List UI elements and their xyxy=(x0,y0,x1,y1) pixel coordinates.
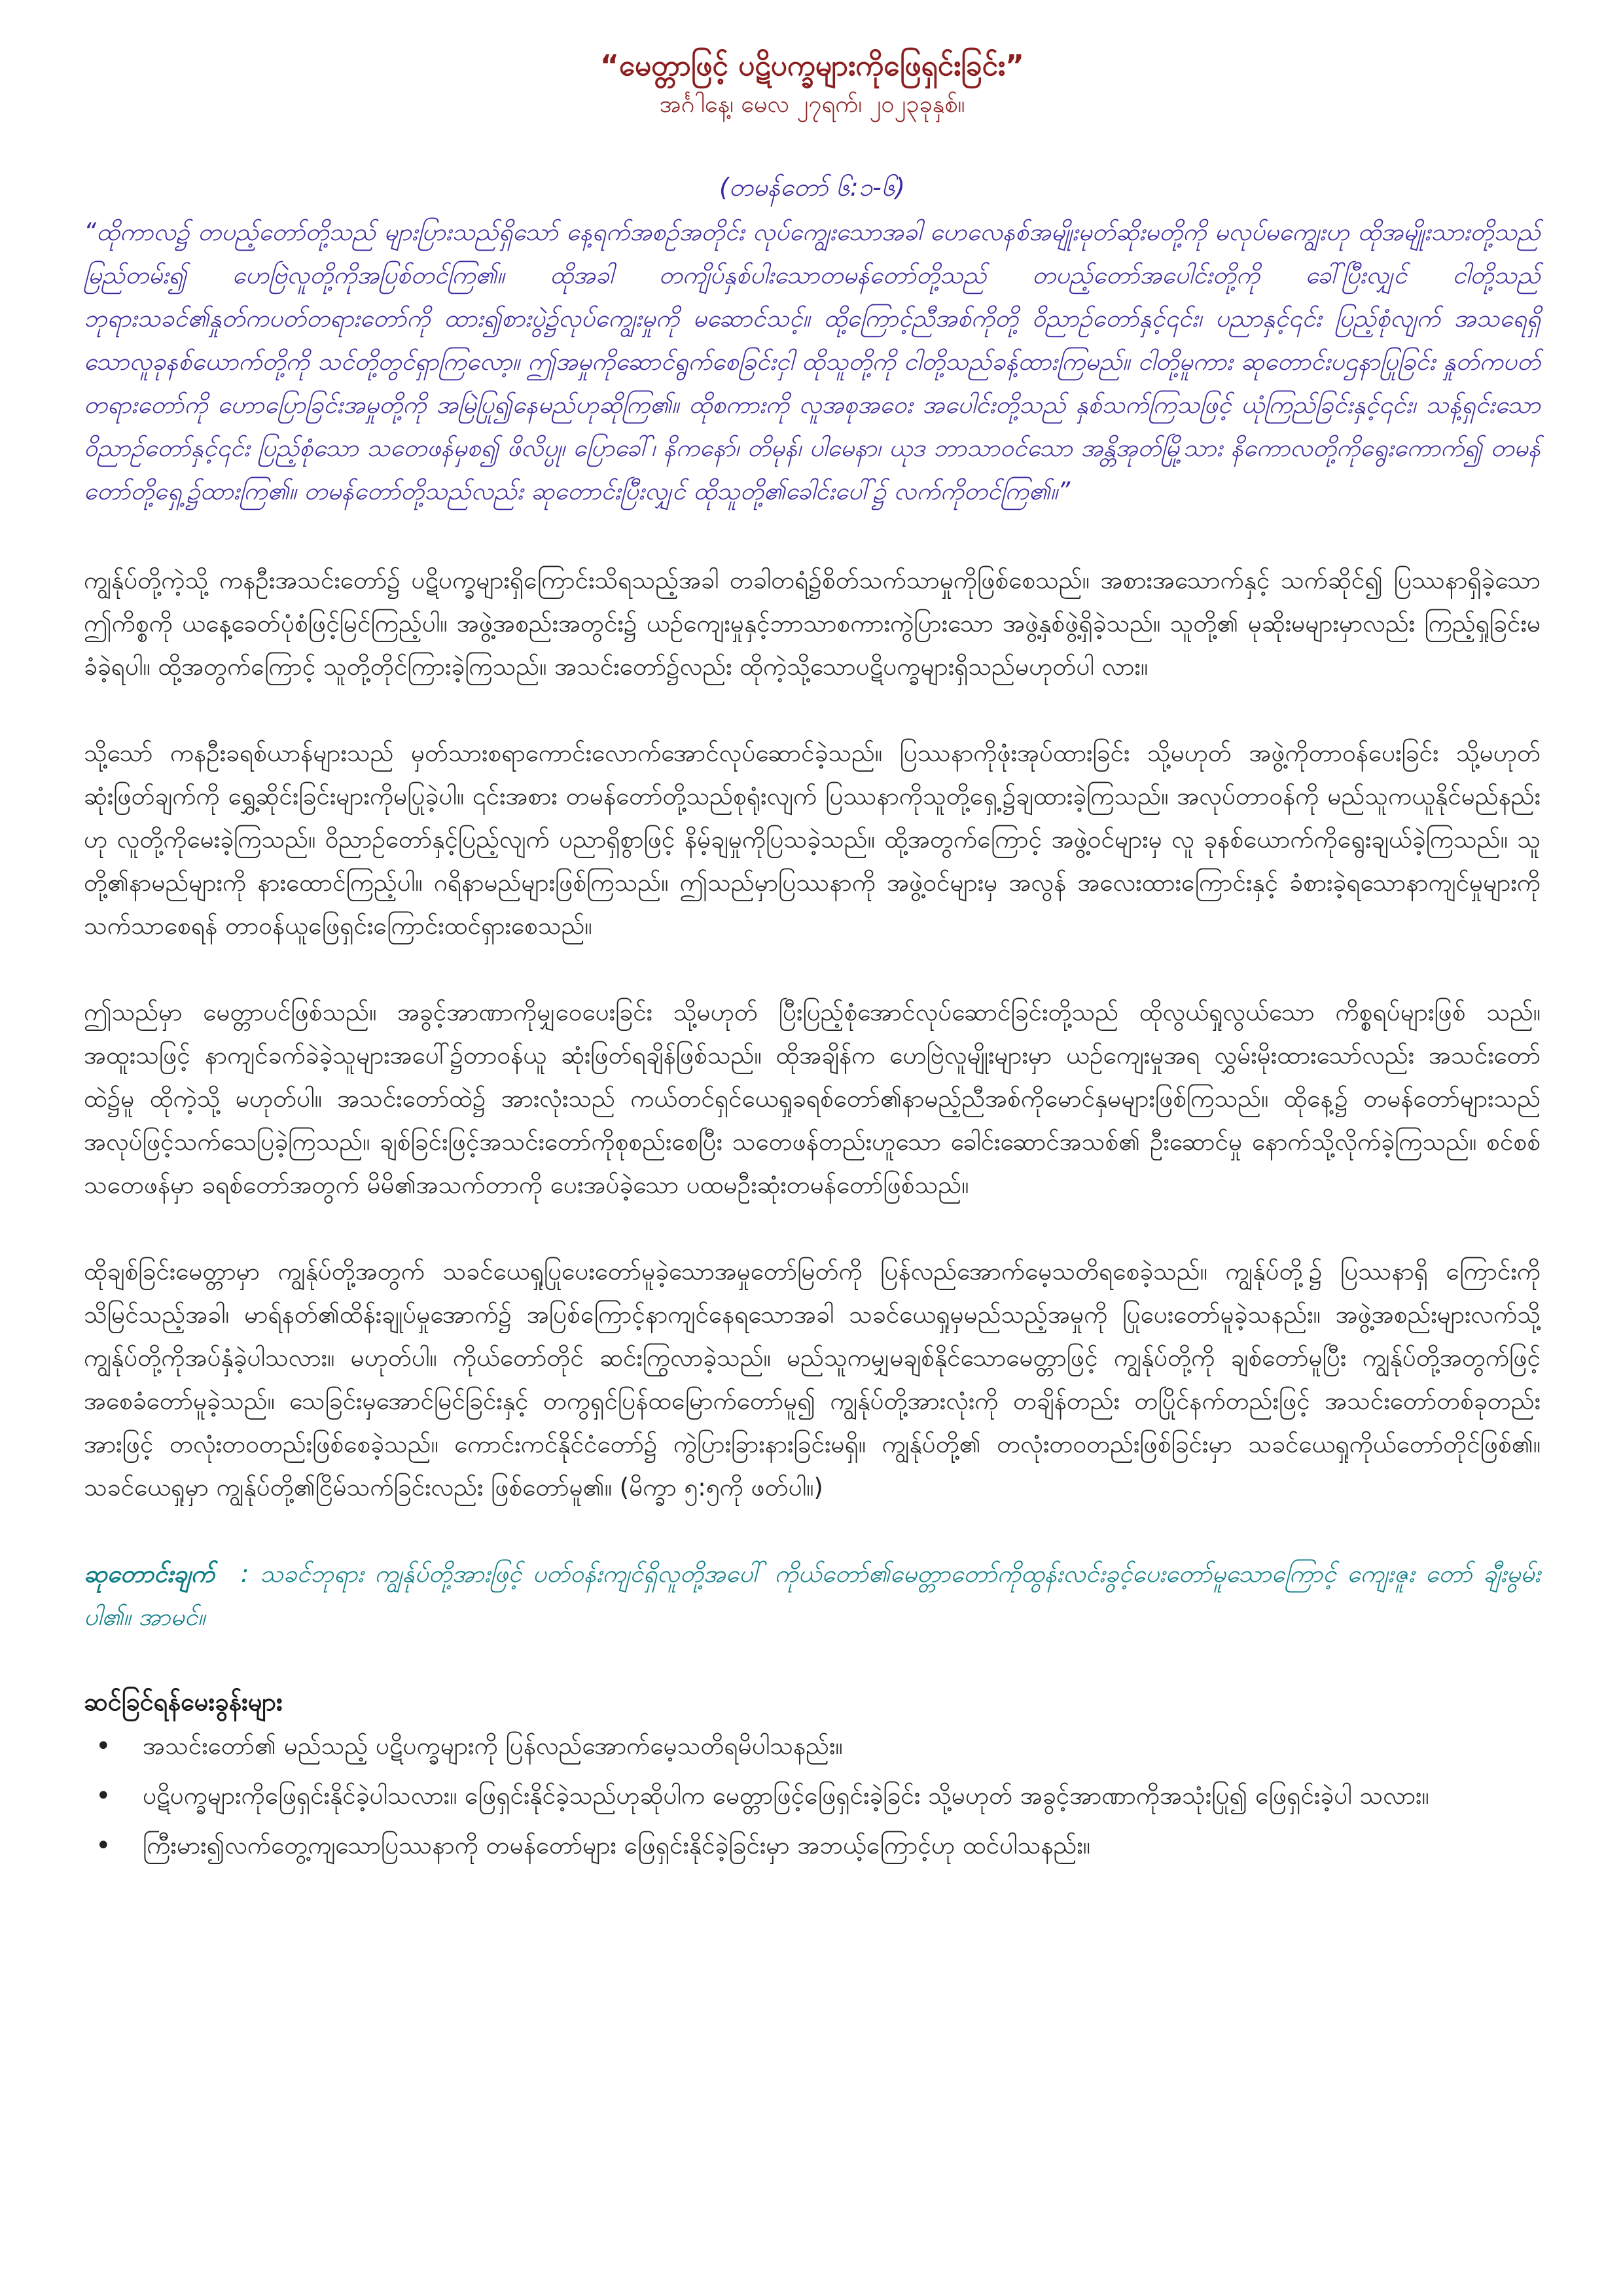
questions-title: ဆင်ခြင်ရန်မေးခွန်းများ xyxy=(84,1687,283,1716)
list-item xyxy=(84,1725,1541,1767)
list-item xyxy=(84,1825,1541,1867)
question-text: ကြီးမား၍လက်တွေ့ကျသောပြဿနာကို တမန်တော်များ ဖြေရှင်းနိုင်ခဲ့ခြင်းမှာ အဘယ့်ကြောင့်ဟု ထင်ပါသနည်း။ xyxy=(143,1831,1090,1859)
page-title: “မေတ္တာဖြင့် ပဋိပက္ခများကိုဖြေရှင်းခြင်း” xyxy=(600,49,1024,82)
devotional-page xyxy=(84,46,1541,1874)
body-paragraph-3: ဤသည်မှာ မေတ္တာပင်ဖြစ်သည်။ အခွင့်အာဏာကိုမျှဝေပေးခြင်း သို့မဟုတ် ပြီးပြည့်စုံအောင်လုပ်ဆောင်ခြင်းတို့သည် ထိုလွယ်ရှုလွယ်သော ကိစ္စရပ်များဖြစ် သည်။ အထူးသဖြင့် နာကျင်ခက်ခဲခဲ့သူများအပေါ်၌တာဝန်ယူ ဆုံးဖြတ်ရချိန်ဖြစ်သည်။ ထိုအချိန်က ဟေဗြဲလူမျိုးများမှာ ယဉ်ကျေးမှုအရ လွှမ်းမိုးထားသော်လည်း အသင်းတော်ထဲ၌မူ ထိုကဲ့သို့ မဟုတ်ပါ။ အသင်းတော်ထဲ၌ အားလုံးသည် ကယ်တင်ရှင်ယေရှုခရစ်တော်၏နာမည့်ညီအစ်ကိုမောင်နှမများဖြစ်ကြသည်။ ထိုနေ့၌ တမန်တော်များသည် အလုပ်ဖြင့်သက်သေပြခဲ့ကြသည်။ ချစ်ခြင်းဖြင့်အသင်းတော်ကိုစုစည်းစေပြီး သတေဖန်တည်းဟူသော ခေါင်းဆောင်အသစ်၏ ဦးဆောင်မှု နောက်သို့လိုက်ခဲ့ကြသည်။ စင်စစ်သတေဖန်မှာ ခရစ်တော်အတွက် မိမိ၏အသက်တာကို ပေးအပ်ခဲ့သော ပထမဦးဆုံးတမန်တော်ဖြစ်သည်။ xyxy=(84,998,1541,1199)
prayer-text: : သခင်ဘုရား ကျွန်ုပ်တို့အားဖြင့် ပတ်ဝန်းကျင်ရှိလူတို့အပေါ် ကိုယ်တော်၏မေတ္တာတော်ကိုထွန်းလင်းခွင့်ပေးတော်မူသောကြောင့် ကျေးဇူး တော် ချီးမွမ်းပါ၏။ အာမင်။ xyxy=(84,1560,1541,1631)
question-text: ပဋိပက္ခများကိုဖြေရှင်းနိုင်ခဲ့ပါသလား။ ဖြေရှင်းနိုင်ခဲ့သည်ဟုဆိုပါက မေတ္တာဖြင့်ဖြေရှင်းခဲ့ခြင်း သို့မဟုတ် အခွင့်အာဏာကိုအသုံးပြု၍ ဖြေရှင်းခဲ့ပါ သလား။ xyxy=(143,1782,1429,1810)
scripture-reference: (တမန်တော် ၆:၁-၆) xyxy=(719,173,905,202)
prayer xyxy=(84,1552,1541,1639)
bullet-icon: • xyxy=(96,1831,111,1861)
bullet-icon: • xyxy=(96,1781,111,1811)
question-text: အသင်းတော်၏ မည်သည့် ပဋိပက္ခများကို ပြန်လည်အောက်မေ့သတိရမိပါသနည်း။ xyxy=(143,1732,843,1760)
bullet-icon: • xyxy=(96,1731,111,1761)
list-item xyxy=(84,1775,1541,1817)
prayer-label: ဆုတောင်းချက် xyxy=(84,1560,215,1588)
page-date: အင်္ဂါနေ့၊ မေလ ၂၇ရက်၊ ၂၀၂၃ခုနှစ်။ xyxy=(659,91,965,118)
body-paragraph-4: ထိုချစ်ခြင်းမေတ္တာမှာ ကျွန်ုပ်တို့အတွက် သခင်ယေရှုပြုပေးတော်မူခဲ့သောအမှုတော်မြတ်ကို ပြန်လည်အောက်မေ့သတိရစေခဲ့သည်။ ကျွန်ုပ်တို့၌ ပြဿနာရှိ ကြောင်းကို သိမြင်သည့်အခါ၊ မာရ်နတ်၏ထိန်းချုပ်မှုအောက်၌ အပြစ်ကြောင့်နာကျင်နေရသောအခါ သခင်ယေရှုမှမည်သည့်အမှုကို ပြုပေးတော်မူခဲ့သနည်း။ အဖွဲ့အစည်းများလက်သို့ ကျွန်ုပ်တို့ကိုအပ်နှံခဲ့ပါသလား။ မဟုတ်ပါ။ ကိုယ်တော်တိုင် ဆင်းကြွလာခဲ့သည်။ မည်သူကမျှမချစ်နိုင်သောမေတ္တာဖြင့် ကျွန်ုပ်တို့ကို ချစ်တော်မူပြီး ကျွန်ုပ်တို့အတွက်ဖြင့် အစေခံတော်မူခဲ့သည်။ သေခြင်းမှအောင်မြင်ခြင်းနှင့် တကွရှင်ပြန်ထမြောက်တော်မူ၍ ကျွန်ုပ်တို့အားလုံးကို တချိန်တည်း တပြိုင်နက်တည်းဖြင့် အသင်းတော်တစ်ခုတည်းအားဖြင့် တလုံးတဝတည်းဖြစ်စေခဲ့သည်။ ကောင်းကင်နိုင်ငံတော်၌ ကွဲပြားခြားနားခြင်းမရှိ။ ကျွန်ုပ်တို့၏ တလုံးတဝတည်းဖြစ်ခြင်းမှာ သခင်ယေရှုကိုယ်တော်တိုင်ဖြစ်၏။ သခင်ယေရှုမှာ ကျွန်ုပ်တို့၏ငြိမ်သက်ခြင်းလည်း ဖြစ်တော်မူ၏။ (မိက္ခာ ၅:၅ကို ဖတ်ပါ။) xyxy=(84,1257,1541,1501)
questions-list xyxy=(84,1725,1541,1867)
body-paragraph-2: သို့သော် ကနဦးခရစ်ယာန်များသည် မှတ်သားစရာကောင်းလောက်အောင်လုပ်ဆောင်ခဲ့သည်။ ပြဿနာကိုဖုံးအုပ်ထားခြင်း သို့မဟုတ် အဖွဲ့ကိုတာဝန်ပေးခြင်း သို့မဟုတ် ဆုံးဖြတ်ချက်ကို ရွှေ့ဆိုင်းခြင်းများကိုမပြုခဲ့ပါ။ ၎င်းအစား တမန်တော်တို့သည်စုရုံးလျက် ပြဿနာကိုသူတို့ရှေ့၌ချထားခဲ့ကြသည်။ အလုပ်တာဝန်ကို မည်သူကယူနိုင်မည်နည်းဟု လူတို့ကိုမေးခဲ့ကြသည်။ ဝိညာဉ်တော်နှင့်ပြည့်လျက် ပညာရှိစွာဖြင့် နိမ့်ချမှုကိုပြသခဲ့သည်။ ထို့အတွက်ကြောင့် အဖွဲ့ဝင်များမှ လူ ခုနစ်ယောက်ကိုရွေးချယ်ခဲ့ကြသည်။ သူတို့၏နာမည်များကို နားထောင်ကြည့်ပါ။ ဂရိနာမည်များဖြစ်ကြသည်။ ဤသည်မှာပြဿနာကို အဖွဲ့ဝင်များမှ အလွန် အလေးထားကြောင်းနှင့် ခံစားခဲ့ရသောနာကျင်မှုများကိုသက်သာစေရန် တာဝန်ယူဖြေရှင်းကြောင်းထင်ရှားစေသည်။ xyxy=(84,739,1541,940)
body-paragraph-1: ကျွန်ုပ်တို့ကဲ့သို့ ကနဦးအသင်းတော်၌ ပဋိပက္ခများရှိကြောင်းသိရသည့်အခါ တခါတရံ၌စိတ်သက်သာမှုကိုဖြစ်စေသည်။ အစားအသောက်နှင့် သက်ဆိုင်၍ ပြဿနာရှိခဲ့သော ဤကိစ္စကို ယနေ့ခေတ်ပုံစံဖြင့်မြင်ကြည့်ပါ။ အဖွဲ့အစည်းအတွင်း၌ ယဉ်ကျေးမှုနှင့်ဘာသာစကားကွဲပြားသော အဖွဲ့နှစ်ဖွဲ့ရှိခဲ့သည်။ သူတို့၏ မုဆိုးမများမှာလည်း ကြည့်ရှုခြင်းမခံခဲ့ရပါ။ ထို့အတွက်ကြောင့် သူတို့တိုင်ကြားခဲ့ကြသည်။ အသင်းတော်၌လည်း ထိုကဲ့သို့သောပဋိပက္ခများရှိသည်မဟုတ်ပါ လား။ xyxy=(84,566,1541,681)
scripture-text: “ထိုကာလ၌ တပည့်တော်တို့သည် များပြားသည်ရှိသော် နေ့ရက်အစဉ်အတိုင်း လုပ်ကျွေးသောအခါ ဟေလေနစ်အမျိုးမုတ်ဆိုးမတို့ကို မလုပ်မကျွေးဟု ထိုအမျိုးသားတို့သည် မြည်တမ်း၍ ဟေဗြဲလူတို့ကိုအပြစ်တင်ကြ၏။ ထိုအခါ တကျိပ်နှစ်ပါးသောတမန်တော်တို့သည် တပည့်တော်အပေါင်းတို့ကို ခေါ်ပြီးလျှင် ငါတို့သည် ဘုရားသခင်၏နှုတ်ကပတ်တရားတော်ကို ထား၍စားပွဲ၌လုပ်ကျွေးမှုကို မဆောင်သင့်။ ထို့ကြောင့်ညီအစ်ကိုတို့ ဝိညာဉ်တော်နှင့်၎င်း၊ ပညာနှင့်၎င်း ပြည့်စုံလျက် အသရေရှိသောလူခုနစ်ယောက်တို့ကို သင်တို့တွင်ရှာကြလော့။ ဤအမှုကိုဆောင်ရွက်စေခြင်းငှါ ထိုသူတို့ကို ငါတို့သည်ခန့်ထားကြမည်။ ငါတို့မူကား ဆုတောင်းပဌနာပြုခြင်း နှုတ်ကပတ်တရားတော်ကို ဟောပြောခြင်းအမှုတို့ကို အမြဲပြု၍နေမည်ဟုဆိုကြ၏။ ထိုစကားကို လူအစုအဝေး အပေါင်းတို့သည် နှစ်သက်ကြသဖြင့် ယုံကြည်ခြင်းနှင့်၎င်း၊ သန့်ရှင်းသောဝိညာဉ်တော်နှင့်၎င်း ပြည့်စုံသော သတေဖန်မှစ၍ ဖိလိပ္ပု၊ ပြောခေါ်၊ နိကနော်၊ တိမုန်၊ ပါမေနာ၊ ယုဒ ဘာသာဝင်သော အန္တိအုတ်မြို့သား နိကောလတို့ကိုရွေးကောက်၍ တမန်တော်တို့ရှေ့၌ထားကြ၏။ တမန်တော်တို့သည်လည်း ဆုတောင်းပြီးလျှင် ထိုသူတို့၏ခေါင်းပေါ်၌ လက်ကိုတင်ကြ၏။” xyxy=(84,218,1541,505)
